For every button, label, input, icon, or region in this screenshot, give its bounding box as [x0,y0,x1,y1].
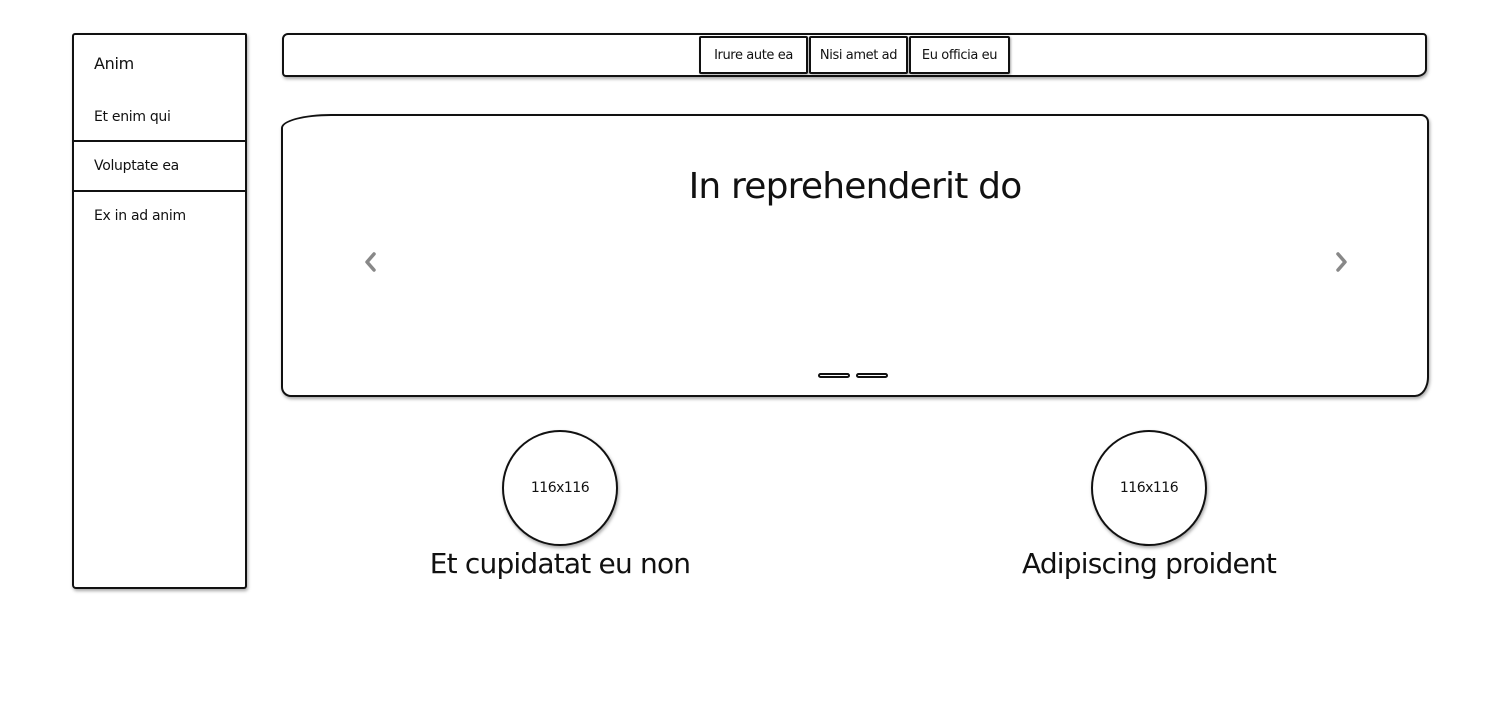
feature-title: Et cupidatat eu non [429,547,691,580]
sidebar-item-ex-in-ad-anim[interactable] [74,190,245,240]
tab-irure-aute-ea[interactable]: Irure aute ea [699,36,808,74]
tab-nisi-amet-ad[interactable]: Nisi amet ad [809,36,908,74]
carousel-next-button[interactable] [1330,249,1354,275]
carousel-prev-button[interactable] [358,249,382,275]
feature-image-placeholder: 116x116 [502,430,618,546]
sidebar [72,33,247,589]
sidebar-item-label: Voluptate ea [94,158,179,174]
carousel-indicator-1[interactable] [818,373,850,378]
sidebar-item-et-enim-qui[interactable] [74,92,245,142]
carousel-indicators [818,373,888,378]
feature-image-placeholder: 116x116 [1091,430,1207,546]
feature-card [999,430,1299,590]
sidebar-title: Anim [94,54,134,73]
top-nav-bar [282,33,1427,77]
sidebar-item-label: Et enim qui [94,109,171,125]
carousel [281,114,1429,397]
carousel-indicator-2[interactable] [856,373,888,378]
chevron-right-icon [1335,251,1349,273]
feature-card [410,430,710,590]
sidebar-item-label: Ex in ad anim [94,208,186,224]
sidebar-item-voluptate-ea[interactable] [74,140,245,190]
tab-eu-officia-eu[interactable]: Eu officia eu [909,36,1010,74]
feature-title: Adipiscing proident [1021,547,1277,580]
chevron-left-icon [363,251,377,273]
carousel-title: In reprehenderit do [688,166,1022,207]
